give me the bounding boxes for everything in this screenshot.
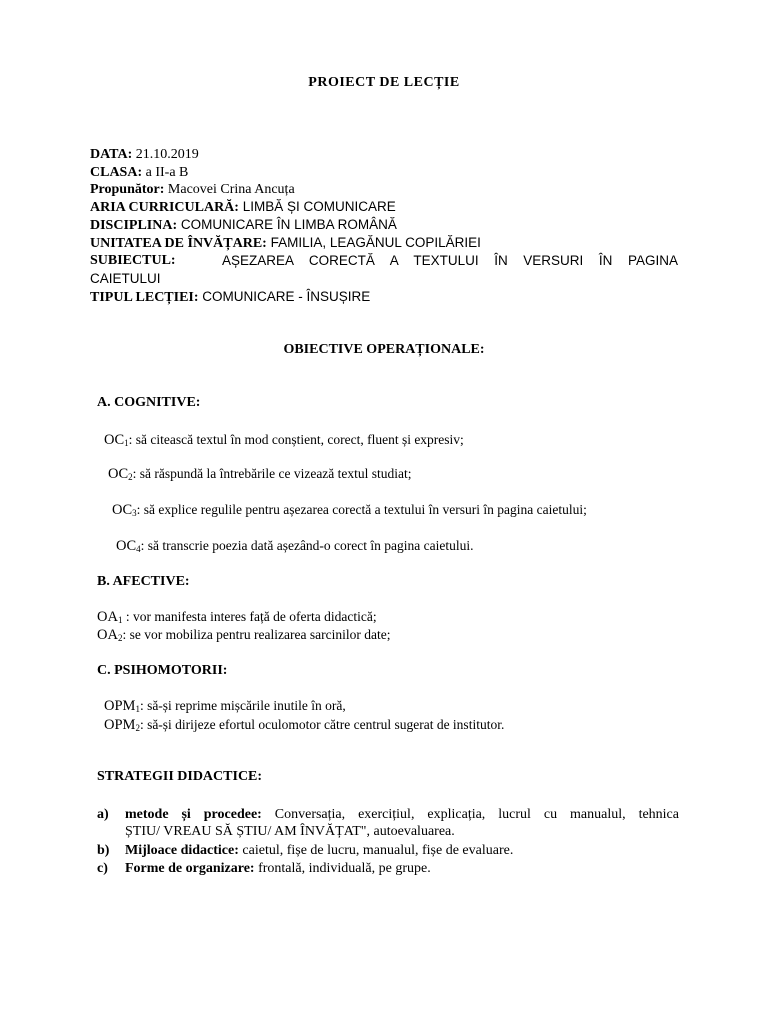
objectives-heading: OBIECTIVE OPERAȚIONALE: (283, 342, 485, 357)
strategy-text: caietul, fișe de lucru, manualul, fișe de evaluare. (238, 843, 514, 858)
proposer-value: Macovei Crina Ancuța (164, 182, 295, 197)
objective-code: OC (116, 538, 137, 554)
list-marker: a) (97, 807, 109, 822)
objective-oa2 (97, 627, 390, 644)
objective-text: : să transcrie poezia dată așezând-o corect în pagina caietului. (140, 538, 474, 553)
objective-text: : vor manifesta interes față de oferta didactică; (122, 609, 377, 624)
objective-subscript: 3 (132, 508, 137, 518)
strategy-text: Conversația, exercițiul, explicația, lucrul cu manualul, tehnica (261, 807, 679, 822)
objective-text: : să explice regulile pentru așezarea corectă a textului în versuri în pagina caietului; (136, 502, 587, 517)
strategy-item-methods-continuation: ȘTIU/ VREAU SĂ ȘTIU/ AM ÎNVĂȚAT", autoevaluarea. (125, 824, 455, 839)
class-label: CLASA: (90, 165, 143, 180)
discipline-label: DISCIPLINA: (90, 218, 178, 233)
psychomotor-heading: C. PSIHOMOTORII: (97, 663, 228, 678)
objective-subscript: 1 (135, 704, 140, 714)
discipline-line (90, 216, 397, 234)
objective-subscript: 1 (124, 438, 129, 448)
date-value: 21.10.2019 (132, 147, 199, 162)
objective-subscript: 2 (117, 633, 123, 643)
strategy-text: frontală, individuală, pe grupe. (254, 861, 431, 876)
curricular-area-label: ARIA CURRICULARĂ: (90, 200, 239, 215)
lesson-type-label: TIPUL LECȚIEI: (90, 290, 199, 305)
objective-text: : să citească textul în mod conștient, corect, fluent și expresiv; (128, 432, 464, 447)
objective-code: OC (108, 466, 129, 482)
strategy-label: metode și procedee: (125, 807, 262, 822)
objective-subscript: 1 (117, 615, 123, 625)
learning-unit-line (90, 234, 481, 252)
strategy-label: Forme de organizare: (125, 861, 255, 876)
subject-value-continuation: CAIETULUI (90, 271, 161, 286)
date-line (90, 146, 199, 163)
objective-code: OPM (104, 698, 136, 714)
document-title: PROIECT DE LECȚIE (308, 75, 460, 90)
class-line (90, 164, 188, 181)
learning-unit-value: FAMILIA, LEAGĂNUL COPILĂRIEI (266, 235, 481, 250)
objective-code: OA (97, 627, 118, 643)
lesson-type-value: COMUNICARE - ÎNSUȘIRE (198, 289, 371, 304)
discipline-value: COMUNICARE ÎN LIMBA ROMÂNĂ (177, 217, 397, 232)
strategies-heading: STRATEGII DIDACTICE: (97, 769, 263, 784)
strategy-item-resources (97, 842, 679, 860)
objective-subscript: 2 (135, 723, 140, 733)
objective-subscript: 4 (136, 544, 141, 554)
objective-opm1 (104, 698, 346, 715)
list-marker: c) (97, 861, 108, 876)
subject-line (90, 252, 678, 269)
objective-code: OC (104, 432, 125, 448)
strategy-label: Mijloace didactice: (125, 843, 239, 858)
class-value: a II-a B (142, 165, 189, 180)
objective-code: OC (112, 502, 133, 518)
strategy-item-methods (97, 806, 679, 824)
objective-subscript: 2 (128, 472, 133, 482)
objective-code: OA (97, 609, 118, 625)
strategy-item-organization (97, 860, 679, 878)
list-marker: b) (97, 843, 110, 858)
objective-oc3 (112, 502, 587, 519)
objective-text: : să răspundă la întrebările ce vizează textul studiat; (132, 466, 412, 481)
lesson-type-line (90, 288, 370, 306)
objective-text: : să-și reprime mișcările inutile în oră, (139, 698, 346, 713)
objective-text: : să-și dirijeze efortul oculomotor către centrul sugerat de institutor. (139, 717, 505, 732)
objective-code: OPM (104, 717, 136, 733)
objective-oc2 (108, 466, 412, 483)
cognitive-heading: A. COGNITIVE: (97, 395, 201, 410)
proposer-line (90, 181, 295, 198)
proposer-label: Propunător: (90, 182, 165, 197)
date-label: DATA: (90, 147, 133, 162)
objective-text: : se vor mobiliza pentru realizarea sarcinilor date; (122, 627, 391, 642)
objective-opm2 (104, 717, 504, 734)
curricular-area-value: LIMBĂ ȘI COMUNICARE (238, 199, 396, 214)
objective-oa1 (97, 609, 377, 626)
curricular-area-line (90, 198, 396, 216)
objective-oc4 (116, 538, 474, 555)
subject-value: AȘEZAREA CORECTĂ A TEXTULUI ÎN VERSURI ÎN PAGINA (222, 253, 678, 268)
learning-unit-label: UNITATEA DE ÎNVĂȚARE: (90, 236, 267, 251)
objective-oc1 (104, 432, 464, 449)
subject-label: SUBIECTUL: (90, 253, 176, 268)
affective-heading: B. AFECTIVE: (97, 574, 190, 589)
